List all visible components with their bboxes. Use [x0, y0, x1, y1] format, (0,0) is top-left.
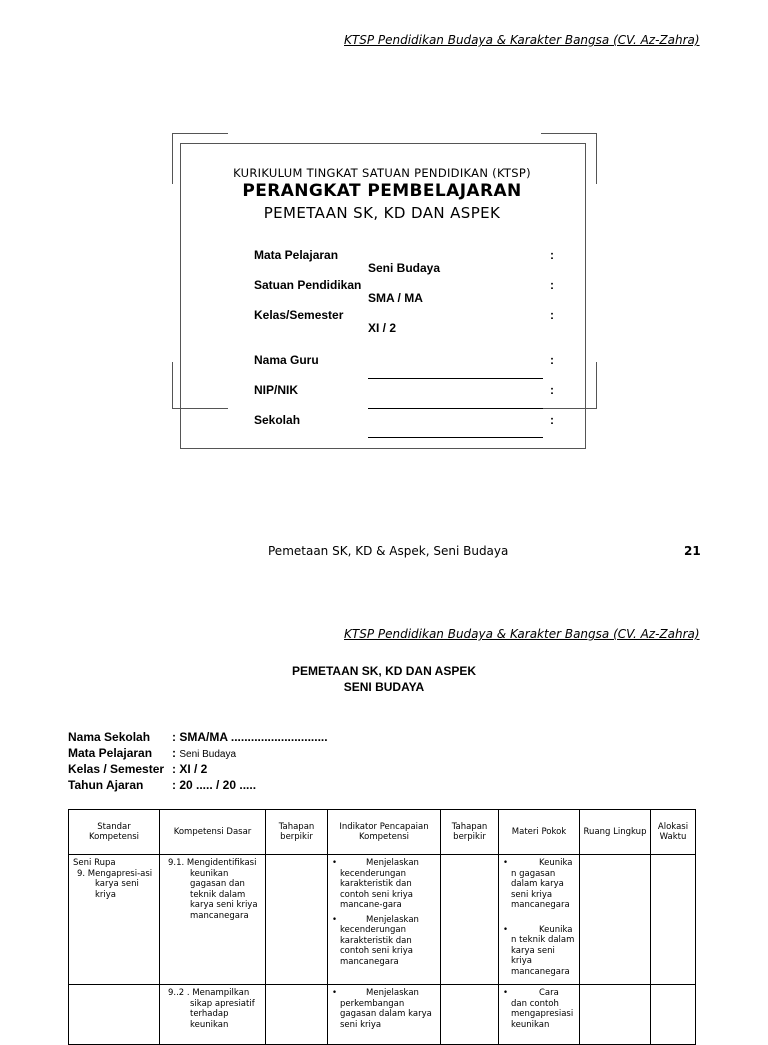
- field-colon: :: [550, 353, 554, 367]
- col-header: Kompetensi Dasar: [160, 810, 266, 855]
- field-colon: :: [550, 413, 554, 427]
- cell-tahapan: [441, 855, 499, 985]
- kd-item: 9.1. Mengidentifikasi keunikan gagasan dan teknik dalam karya seni kriya mancanegara: [168, 858, 258, 921]
- materi-text: Cara dan contoh mengapresiasi keunikan: [511, 988, 574, 1030]
- indikator-text: Menjelaskan kecenderungan karakteristik dan contoh seni kriya mancanegara: [340, 914, 419, 967]
- indikator-text: Menjelaskan perkembangan gagasan dalam karya seni kriya: [340, 988, 432, 1030]
- indikator-list: [332, 858, 436, 967]
- cell-alokasi-waktu: [651, 855, 696, 985]
- cell-kompetensi-dasar: [160, 985, 266, 1045]
- mapping-table: [68, 809, 696, 1045]
- cover-heading: PEMETAAN SK, KD DAN ASPEK: [263, 204, 501, 222]
- cell-ruang-lingkup: [580, 985, 651, 1045]
- list-item: [332, 858, 436, 911]
- field-label-nama-guru: Nama Guru: [254, 353, 319, 367]
- field-colon: :: [550, 383, 554, 397]
- field-label-sekolah: Sekolah: [254, 413, 301, 427]
- cell-kompetensi-dasar: [160, 855, 266, 985]
- list-item: [503, 858, 575, 911]
- col-header: Indikator Pencapaian Kompetensi: [328, 810, 441, 855]
- sk-item: 9. Mengapresi-asi karya seni kriya: [77, 868, 153, 900]
- cell-ruang-lingkup: [580, 855, 651, 985]
- blank-line-nama-guru: [368, 378, 543, 379]
- list-item: [332, 915, 436, 968]
- col-header: Tahapan berpikir: [441, 810, 499, 855]
- info-label-nama-sekolah: Nama Sekolah: [68, 730, 151, 744]
- cell-alokasi-waktu: [651, 985, 696, 1045]
- cover-subtitle: KURIKULUM TINGKAT SATUAN PENDIDIKAN (KTSP): [233, 166, 531, 180]
- table-row: [69, 855, 696, 985]
- indikator-text: Menjelaskan kecenderungan karakteristik dan contoh seni kriya mancane-gara: [340, 858, 419, 910]
- field-value-mata-pelajaran: Seni Budaya: [368, 261, 441, 275]
- document-title: PEMETAAN SK, KD DAN ASPEK: [291, 664, 476, 678]
- cell-materi-pokok: [499, 855, 580, 985]
- info-label-kelas-semester: Kelas / Semester: [68, 762, 165, 776]
- materi-text: Keunika n teknik dalam karya seni kriya mancanegara: [511, 924, 575, 977]
- materi-list: [503, 858, 575, 977]
- info-value-mata-pelajaran: : Seni Budaya: [172, 746, 237, 760]
- field-label-kelas-semester: Kelas/Semester: [254, 308, 344, 322]
- field-label-satuan-pendidikan: Satuan Pendidikan: [254, 278, 362, 292]
- cell-indikator: [328, 985, 441, 1045]
- field-value-satuan-pendidikan: SMA / MA: [368, 291, 423, 305]
- cell-standar-kompetensi: [69, 985, 160, 1045]
- info-label-tahun-ajaran: Tahun Ajaran: [68, 778, 144, 792]
- info-value-nama-sekolah: : SMA/MA .............................: [172, 730, 328, 744]
- field-colon: :: [550, 308, 554, 322]
- cell-indikator: [328, 855, 441, 985]
- col-header: Materi Pokok: [499, 810, 580, 855]
- sk-group: Seni Rupa: [73, 858, 116, 868]
- page-header: KTSP Pendidikan Budaya & Karakter Bangsa (CV. Az-Zahra): [344, 33, 700, 47]
- cover-title: PERANGKAT PEMBELAJARAN: [242, 181, 522, 201]
- col-header: Alokasi Waktu: [651, 810, 696, 855]
- col-header: Tahapan berpikir: [266, 810, 328, 855]
- info-value-kelas-semester: : XI / 2: [172, 762, 208, 776]
- info-value-tahun-ajaran: : 20 ..... / 20 .....: [172, 778, 257, 792]
- kd-item: 9..2 . Menampilkan sikap apresiatif terhadap keunikan: [168, 988, 255, 1030]
- field-label-nip-nik: NIP/NIK: [254, 383, 299, 397]
- corner-bottom-left: [172, 362, 228, 409]
- info-value-text: Seni Budaya: [179, 749, 237, 760]
- page-number: 21: [684, 544, 701, 558]
- cell-tahapan: [266, 855, 328, 985]
- blank-line-nip-nik: [368, 408, 543, 409]
- table-header-row: [69, 810, 696, 855]
- field-colon: :: [550, 278, 554, 292]
- blank-line-sekolah: [368, 437, 543, 438]
- field-label-mata-pelajaran: Mata Pelajaran: [254, 248, 339, 262]
- info-label-mata-pelajaran: Mata Pelajaran: [68, 746, 153, 760]
- page-footer: Pemetaan SK, KD & Aspek, Seni Budaya: [268, 544, 509, 558]
- col-header: Ruang Lingkup: [580, 810, 651, 855]
- page-header: KTSP Pendidikan Budaya & Karakter Bangsa (CV. Az-Zahra): [344, 627, 700, 641]
- list-item: [503, 925, 575, 978]
- cell-materi-pokok: [499, 985, 580, 1045]
- col-header: Standar Kompetensi: [69, 810, 160, 855]
- field-value-kelas-semester: XI / 2: [368, 321, 397, 335]
- materi-text: Keunika n gagasan dalam karya seni kriya mancanegara: [511, 858, 573, 910]
- table-row: [69, 985, 696, 1045]
- cell-tahapan: [266, 985, 328, 1045]
- cell-tahapan: [441, 985, 499, 1045]
- field-colon: :: [550, 248, 554, 262]
- document-subtitle: SENI BUDAYA: [343, 680, 425, 694]
- cell-standar-kompetensi: [69, 855, 160, 985]
